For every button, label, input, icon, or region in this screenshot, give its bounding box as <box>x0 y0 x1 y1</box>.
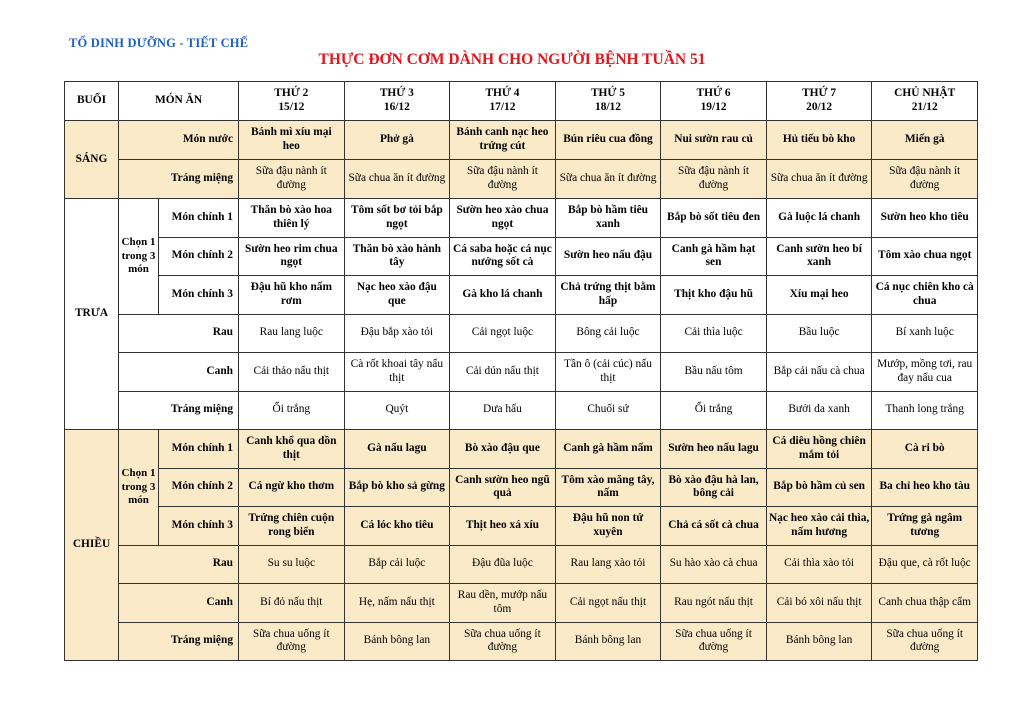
day-date: 18/12 <box>595 101 621 113</box>
menu-cell: Sườn heo kho tiêu <box>872 199 978 238</box>
menu-cell: Sữa chua uống ít đường <box>450 622 556 661</box>
choose-one-note: Chọn 1 trong 3 món <box>119 430 159 546</box>
menu-cell: Nạc heo xào đậu que <box>344 276 450 315</box>
menu-cell: Mướp, mồng tơi, rau đay nấu cua <box>872 353 978 392</box>
menu-cell: Đậu bắp xào tỏi <box>344 314 450 353</box>
menu-cell: Chuối sứ <box>555 391 661 430</box>
day-name: THỨ 4 <box>485 87 520 100</box>
header-day <box>239 82 345 121</box>
org-name: TỔ DINH DƯỠNG - TIẾT CHẾ <box>69 36 249 50</box>
menu-cell: Rau lang xào tỏi <box>555 545 661 584</box>
menu-cell: Cải bó xôi nấu thịt <box>766 584 872 623</box>
menu-cell: Canh sườn heo ngũ quả <box>450 468 556 507</box>
day-name: THỨ 7 <box>802 87 837 100</box>
menu-cell: Tôm xào chua ngọt <box>872 237 978 276</box>
menu-cell: Bắp bò kho sả gừng <box>344 468 450 507</box>
menu-cell: Sữa chua ăn ít đường <box>344 160 450 199</box>
menu-cell: Nạc heo xào cải thìa, nấm hương <box>766 507 872 546</box>
menu-cell: Trứng gà ngâm tương <box>872 507 978 546</box>
menu-cell: Bí đỏ nấu thịt <box>239 584 345 623</box>
menu-cell: Miến gà <box>872 121 978 160</box>
day-date: 20/12 <box>806 101 833 113</box>
header-day <box>344 82 450 121</box>
row-label: Món chính 3 <box>159 507 239 546</box>
menu-cell: Đậu hũ kho nấm rơm <box>239 276 345 315</box>
menu-cell: Hủ tiếu bò kho <box>766 121 872 160</box>
menu-cell: Dưa hấu <box>450 391 556 430</box>
menu-cell: Su hào xào cà chua <box>661 545 767 584</box>
menu-title: THỰC ĐƠN CƠM DÀNH CHO NGƯỜI BỆNH TUẦN 51 <box>318 51 706 68</box>
day-name: THỨ 5 <box>590 87 626 100</box>
menu-cell: Rau lang luộc <box>239 314 345 353</box>
menu-cell: Cà rốt khoai tây nấu thịt <box>344 353 450 392</box>
row-label: Món chính 3 <box>159 276 239 315</box>
menu-cell: Thịt heo xá xíu <box>450 507 556 546</box>
menu-cell: Tôm sốt bơ tỏi bắp ngọt <box>344 199 450 238</box>
menu-cell: Chả cá sốt cà chua <box>661 507 767 546</box>
header-day <box>661 82 767 121</box>
menu-table <box>64 81 978 661</box>
menu-cell: Cải thảo nấu thịt <box>239 353 345 392</box>
menu-cell: Bánh canh nạc heo trứng cút <box>450 121 556 160</box>
menu-cell: Sữa đậu nành ít đường <box>872 160 978 199</box>
menu-cell: Đậu hũ non tứ xuyên <box>555 507 661 546</box>
menu-cell: Bầu nấu tôm <box>661 353 767 392</box>
menu-cell: Cải dún nấu thịt <box>450 353 556 392</box>
menu-cell: Sườn heo nấu đậu <box>555 237 661 276</box>
day-date: 16/12 <box>383 101 410 113</box>
menu-cell: Canh khổ qua dồn thịt <box>239 430 345 469</box>
menu-cell: Sữa đậu nành ít đường <box>450 160 556 199</box>
day-name: THỨ 3 <box>379 87 414 100</box>
menu-cell: Sữa chua uống ít đường <box>239 622 345 661</box>
menu-cell: Bò xào đậu que <box>450 430 556 469</box>
row-label: Tráng miệng <box>119 391 239 430</box>
session-chieu: CHIỀU <box>65 430 119 661</box>
menu-cell: Rau dền, mướp nấu tôm <box>450 584 556 623</box>
row-label: Món chính 1 <box>159 199 239 238</box>
menu-cell: Bông cải luộc <box>555 314 661 353</box>
menu-cell: Bún riêu cua đồng <box>555 121 661 160</box>
menu-cell: Bắp bò hầm tiêu xanh <box>555 199 661 238</box>
day-name: CHỦ NHẬT <box>894 87 956 100</box>
menu-cell: Sữa chua uống ít đường <box>661 622 767 661</box>
menu-cell: Cải thìa luộc <box>661 314 767 353</box>
menu-cell: Gà nấu lagu <box>344 430 450 469</box>
menu-cell: Bí xanh luộc <box>872 314 978 353</box>
menu-cell: Cá nục chiên kho cà chua <box>872 276 978 315</box>
menu-cell: Cải thìa xào tỏi <box>766 545 872 584</box>
menu-cell: Trứng chiên cuộn rong biển <box>239 507 345 546</box>
day-date: 17/12 <box>489 101 516 113</box>
menu-cell: Bánh bông lan <box>344 622 450 661</box>
menu-cell: Canh gà hầm hạt sen <box>661 237 767 276</box>
menu-cell: Cá saba hoặc cá nục nướng sốt cà <box>450 237 556 276</box>
day-date: 19/12 <box>700 101 727 113</box>
day-date: 15/12 <box>278 101 305 113</box>
menu-cell: Bưởi da xanh <box>766 391 872 430</box>
session-trua: TRƯA <box>65 199 119 430</box>
menu-cell: Chả trứng thịt bằm hấp <box>555 276 661 315</box>
menu-cell: Hẹ, nấm nấu thịt <box>344 584 450 623</box>
day-date: 21/12 <box>911 101 938 113</box>
menu-cell: Bầu luộc <box>766 314 872 353</box>
menu-cell: Sữa chua uống ít đường <box>872 622 978 661</box>
menu-cell: Quýt <box>344 391 450 430</box>
row-label: Canh <box>119 353 239 392</box>
header-session: BUỔI <box>65 82 119 121</box>
day-name: THỨ 6 <box>696 87 731 100</box>
row-label: Tráng miệng <box>119 160 239 199</box>
menu-cell: Nui sườn rau củ <box>661 121 767 160</box>
menu-cell: Sữa chua ăn ít đường <box>766 160 872 199</box>
menu-cell: Rau ngót nấu thịt <box>661 584 767 623</box>
row-label: Món chính 2 <box>159 237 239 276</box>
header-day <box>450 82 556 121</box>
menu-cell: Bò xào đậu hà lan, bông cải <box>661 468 767 507</box>
menu-cell: Gà kho lá chanh <box>450 276 556 315</box>
menu-cell: Sườn heo xào chua ngọt <box>450 199 556 238</box>
header-day <box>872 82 978 121</box>
menu-cell: Sữa chua ăn ít đường <box>555 160 661 199</box>
menu-cell: Đậu que, cà rốt luộc <box>872 545 978 584</box>
menu-cell: Canh gà hầm nấm <box>555 430 661 469</box>
menu-cell: Sườn heo nấu lagu <box>661 430 767 469</box>
menu-cell: Đậu đũa luộc <box>450 545 556 584</box>
menu-cell: Bánh bông lan <box>766 622 872 661</box>
menu-cell: Thăn bò xào hành tây <box>344 237 450 276</box>
header-day <box>555 82 661 121</box>
menu-cell: Sữa đậu nành ít đường <box>661 160 767 199</box>
menu-cell: Thịt kho đậu hũ <box>661 276 767 315</box>
row-label: Món chính 1 <box>159 430 239 469</box>
day-name: THỨ 2 <box>274 87 309 100</box>
menu-cell: Bắp cải nấu cà chua <box>766 353 872 392</box>
menu-cell: Cá diêu hồng chiên mắm tỏi <box>766 430 872 469</box>
row-label: Món chính 2 <box>159 468 239 507</box>
choose-one-note: Chọn 1 trong 3 món <box>119 199 159 315</box>
header-dish: MÓN ĂN <box>119 82 239 121</box>
menu-cell: Ổi trắng <box>661 391 767 430</box>
menu-cell: Cải ngọt nấu thịt <box>555 584 661 623</box>
menu-cell: Tôm xào măng tây, nấm <box>555 468 661 507</box>
menu-cell: Sữa đậu nành ít đường <box>239 160 345 199</box>
menu-cell: Sườn heo rim chua ngọt <box>239 237 345 276</box>
menu-cell: Ổi trắng <box>239 391 345 430</box>
row-label: Tráng miệng <box>119 622 239 661</box>
header-day <box>766 82 872 121</box>
menu-cell: Ba chỉ heo kho tàu <box>872 468 978 507</box>
menu-cell: Tần ô (cải cúc) nấu thịt <box>555 353 661 392</box>
menu-cell: Cá ngừ kho thơm <box>239 468 345 507</box>
menu-cell: Phở gà <box>344 121 450 160</box>
menu-cell: Cải ngọt luộc <box>450 314 556 353</box>
row-label: Rau <box>119 545 239 584</box>
menu-cell: Xíu mại heo <box>766 276 872 315</box>
menu-cell: Thăn bò xào hoa thiên lý <box>239 199 345 238</box>
menu-cell: Cá lóc kho tiêu <box>344 507 450 546</box>
menu-cell: Bắp bò hầm củ sen <box>766 468 872 507</box>
row-label: Canh <box>119 584 239 623</box>
menu-cell: Canh chua thập cẩm <box>872 584 978 623</box>
menu-cell: Gà luộc lá chanh <box>766 199 872 238</box>
menu-cell: Su su luộc <box>239 545 345 584</box>
session-sang: SÁNG <box>65 121 119 199</box>
menu-cell: Thanh long trắng <box>872 391 978 430</box>
row-label: Rau <box>119 314 239 353</box>
menu-cell: Bắp bò sốt tiêu đen <box>661 199 767 238</box>
menu-cell: Cà ri bò <box>872 430 978 469</box>
menu-cell: Canh sườn heo bí xanh <box>766 237 872 276</box>
menu-cell: Bắp cải luộc <box>344 545 450 584</box>
row-label: Món nước <box>119 121 239 160</box>
menu-cell: Bánh mì xíu mại heo <box>239 121 345 160</box>
menu-cell: Bánh bông lan <box>555 622 661 661</box>
